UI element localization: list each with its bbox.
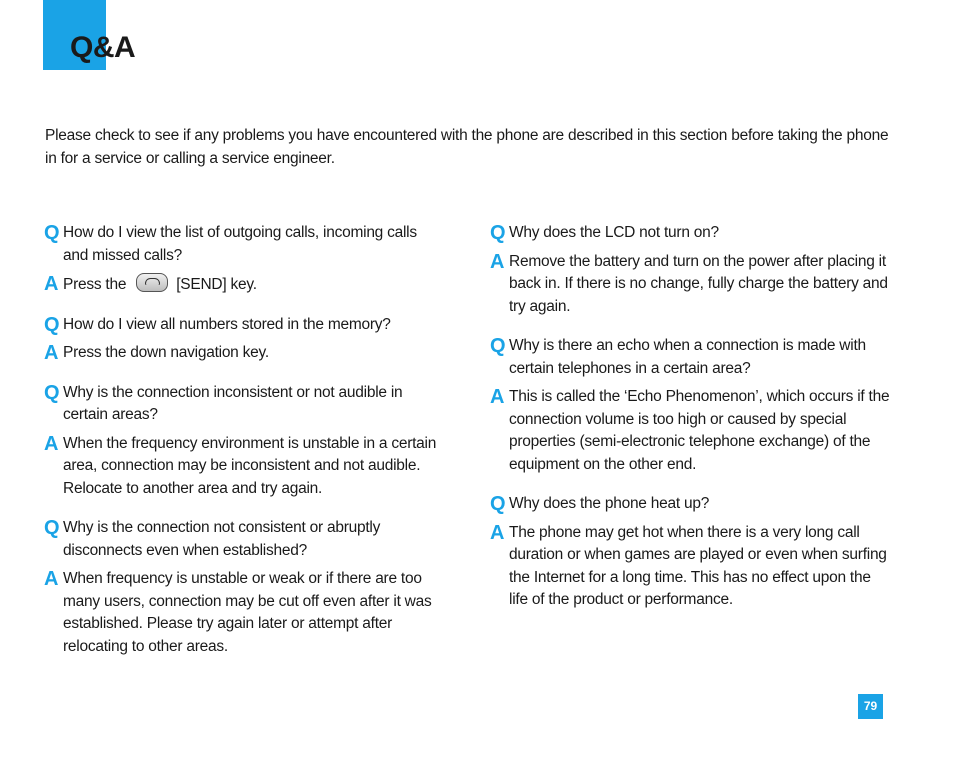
question-mark-label: Q [44,222,60,244]
qa-item [490,335,890,476]
answer-text: The phone may get hot when there is a very long call duration or when games are played or even when surfing the Internet for a long time. This has no effect upon the life of the product or performance. [509,523,887,608]
answer-text [63,273,444,297]
answer-text: This is called the ‘Echo Phenomenon’, which occurs if the connection volume is too high or caused by special properties (semi-electronic telephone exchange) of the equipment on the other end. [509,388,890,473]
qa-item [490,222,890,318]
answer-text-before-icon: Press the [63,276,127,293]
question-text: Why does the phone heat up? [509,495,710,512]
question-text: How do I view the list of outgoing calls, incoming calls and missed calls? [63,224,417,264]
answer-mark-label: A [490,386,505,408]
question-mark-label: Q [490,335,506,357]
answer-mark-label: A [44,432,59,455]
answer-text: Remove the battery and turn on the power after placing it back in. If there is no change, fully charge the battery and try again. [509,252,888,315]
answer-mark-label: A [44,273,59,295]
question-text: How do I view all numbers stored in the memory? [63,315,391,333]
question-text: Why is the connection inconsistent or not audible in certain areas? [63,383,403,423]
question-text: Why is there an echo when a connection is made with certain telephones in a certain area? [509,337,866,377]
question-text: Why does the LCD not turn on? [509,224,719,241]
right-column [490,222,890,629]
qa-item [490,493,890,612]
qa-item [44,382,444,501]
question-mark-label: Q [44,313,60,336]
qa-item [44,314,444,365]
qa-item [44,517,444,658]
question-mark-label: Q [44,517,60,539]
page-number-badge: 79 [858,694,883,719]
intro-paragraph: Please check to see if any problems you have encountered with the phone are described in this section before taking the phone in for a service or calling a service engineer. [45,127,889,167]
answer-mark-label: A [490,521,505,544]
question-mark-label: Q [490,222,506,244]
answer-text-after-icon: [SEND] key. [176,276,257,293]
answer-text: When the frequency environment is unstable in a certain area, connection may be inconsistent and not audible. Relocate to another area and try again. [63,434,437,497]
question-mark-label: Q [44,381,60,404]
answer-text: Press the down navigation key. [63,344,269,361]
qa-item [44,222,444,297]
send-key-icon [136,273,168,292]
question-text: Why is the connection not consistent or abruptly disconnects even when established? [63,519,381,559]
answer-mark-label: A [44,342,59,364]
answer-mark-label: A [44,568,59,590]
left-column [44,222,444,675]
page-title: Q&A [70,31,136,64]
answer-text: When frequency is unstable or weak or if there are too many users, connection may be cut off even after it was established. Please try again later or attempt after relocating to other areas. [63,570,432,655]
question-mark-label: Q [490,493,506,515]
answer-mark-label: A [490,250,505,273]
